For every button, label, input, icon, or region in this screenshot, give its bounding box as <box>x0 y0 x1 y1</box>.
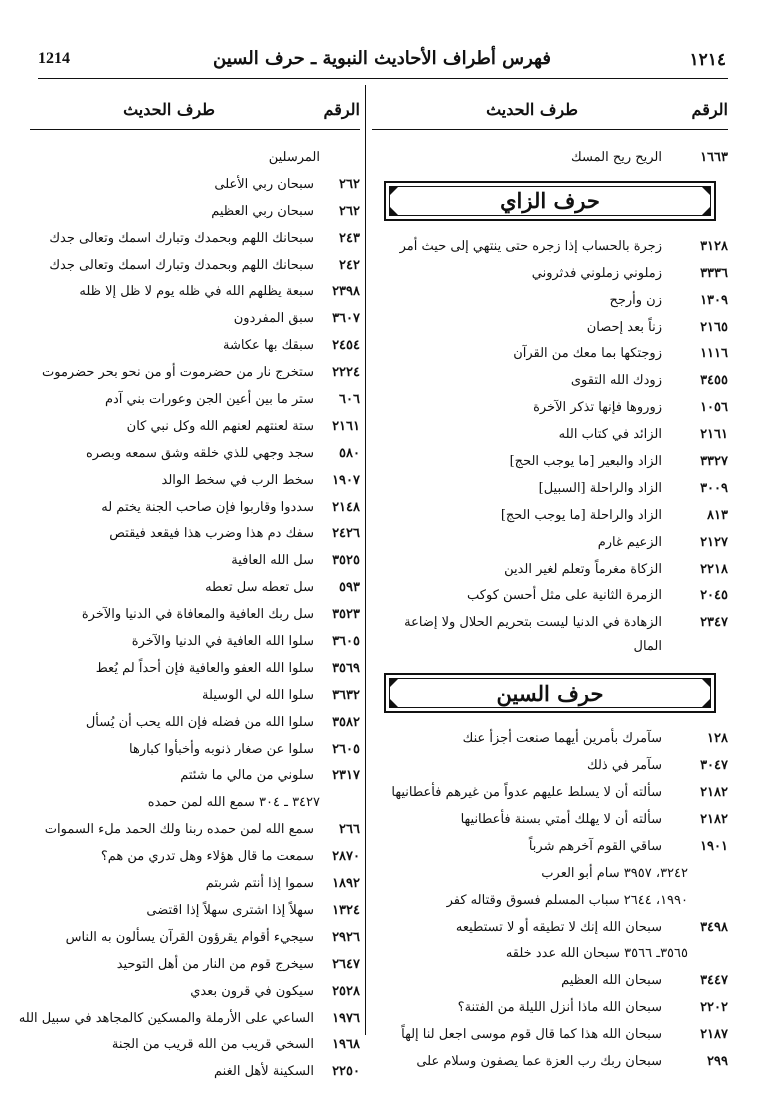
zay-entries <box>372 235 728 665</box>
column-head-rule <box>30 129 360 130</box>
hadith-incipit: سبعة يظلهم الله في ظله يوم لا ظل إلا ظله <box>79 284 314 300</box>
hadith-incipit: سبحان ربي الأعلى <box>214 176 314 192</box>
hadith-incipit: ستخرج نار من حضرموت أو من نحو بحر حضرموت <box>41 365 314 381</box>
hadith-number: ٣٥٢٣ <box>332 607 360 623</box>
hadith-incipit: الريح ريح المسك <box>571 150 662 165</box>
section-heading-zay <box>384 181 716 221</box>
hadith-number: ٣٥٦٩ <box>332 660 360 676</box>
hadith-number: ٢١٨٢ <box>700 812 728 828</box>
index-entry <box>38 1060 360 1087</box>
hadith-incipit: سلوا الله من فضله فإن الله يحب أن يُسأل <box>85 714 314 730</box>
hadith-number: ٢٣٤٧ <box>700 615 728 631</box>
hadith-incipit: الساعي على الأرملة والمسكين كالمجاهد في سبيل الله <box>18 1010 314 1026</box>
hadith-incipit: سبق المفردون <box>233 311 314 327</box>
hadith-number: ٣٠٠٩ <box>700 480 728 496</box>
index-entry <box>372 1050 728 1077</box>
hadith-incipit: سبقك بها عكاشة <box>223 338 314 354</box>
index-entry <box>372 942 728 969</box>
hadith-number: ١٨٩٢ <box>332 876 360 892</box>
index-entry <box>38 953 360 980</box>
hadith-incipit: سمع الله لمن حمده ربنا ولك الحمد ملء السموات <box>44 822 314 838</box>
hadith-number: ٢٢١٨ <box>700 561 728 577</box>
hadith-number: ٣٥٨٢ <box>332 714 360 730</box>
hadith-number: ٢٥٢٨ <box>332 983 360 999</box>
hadith-number: ٥٨٠ <box>339 445 360 461</box>
hadith-number: ٨١٣ <box>707 507 728 523</box>
index-entry <box>38 872 360 899</box>
corner-ornament-icon <box>702 699 710 707</box>
hadith-incipit: سلوا عن صغار ذنوبه وأخبأوا كبارها <box>129 741 314 757</box>
index-entry <box>38 549 360 576</box>
corner-ornament-icon <box>390 679 398 687</box>
index-entry <box>372 969 728 996</box>
index-entry <box>38 227 360 254</box>
hadith-number: ٢٦٦ <box>339 822 360 838</box>
hadith-incipit: سلوا الله لي الوسيلة <box>202 687 314 703</box>
hadith-number: ٢٨٧٠ <box>332 849 360 865</box>
hadith-incipit: ستر ما بين أعين الجن وعورات بني آدم <box>104 392 314 408</box>
index-entry <box>38 200 360 227</box>
index-entry <box>372 835 728 862</box>
page-number-arabic: ١٢١٤ <box>689 50 726 70</box>
index-entry <box>38 469 360 496</box>
hadith-incipit: سمعت ما قال هؤلاء وهل تدري من هم؟ <box>100 849 314 865</box>
index-entry <box>372 289 728 316</box>
index-entry <box>372 611 728 665</box>
index-entry <box>372 781 728 808</box>
index-entry <box>38 388 360 415</box>
hadith-number: ٢١٤٨ <box>332 499 360 515</box>
hadith-number: ٢٦٠٥ <box>332 741 360 757</box>
hadith-number: ٣٦٠٧ <box>332 311 360 327</box>
hadith-number: ٢٢٥٠ <box>332 1064 360 1080</box>
left-column <box>18 85 360 1087</box>
right-column-header <box>372 85 728 129</box>
hadith-number: ١٣٢٤ <box>332 902 360 918</box>
hadith-number: ٢٢٠٢ <box>700 1000 728 1016</box>
index-entry <box>372 342 728 369</box>
index-entry <box>38 173 360 200</box>
hadith-number: ٢٤٣ <box>339 230 360 246</box>
hadith-number: ٢٤٢ <box>339 257 360 273</box>
hadith-incipit: سبحان الله إنك لا تطيقه أو لا تستطيعه <box>455 919 662 935</box>
hadith-number: ٢٩٩ <box>707 1054 728 1070</box>
hadith-number: ٢١٦١ <box>332 418 360 434</box>
header-rule <box>38 78 728 79</box>
hadith-incipit: السكينة لأهل الغنم <box>214 1064 314 1080</box>
hadith-incipit: سددوا وقاربوا فإن صاحب الجنة يختم له <box>101 499 314 515</box>
index-entry <box>372 396 728 423</box>
hadith-number: ٢٢٢٤ <box>332 365 360 381</box>
hadith-number: ٢٦٢ <box>339 203 360 219</box>
left-entries <box>18 146 360 1087</box>
hadith-number: ٢٦٤٧ <box>332 956 360 972</box>
corner-ornament-icon <box>702 207 710 215</box>
index-entry <box>38 711 360 738</box>
hadith-number: ١٩٠١ <box>700 838 728 854</box>
index-entry <box>372 1023 728 1050</box>
hadith-incipit: الزعيم غارم <box>597 534 662 550</box>
corner-ornament-icon <box>390 699 398 707</box>
hadith-number: ١٢٨ <box>707 731 728 747</box>
hadith-number: ٢١٦١ <box>700 427 728 443</box>
hadith-incipit: سموا إذا أنتم شربتم <box>205 876 314 892</box>
index-entry <box>38 980 360 1007</box>
column-head-text: طرف الحديث <box>486 100 578 119</box>
corner-ornament-icon <box>702 679 710 687</box>
hadith-number: ٣٦٠٥ <box>332 634 360 650</box>
index-entry <box>372 450 728 477</box>
hadith-incipit: ٣٢٤٢، ٣٩٥٧ سام أبو العرب <box>541 865 688 881</box>
hadith-incipit: الزائد في كتاب الله <box>558 427 662 443</box>
index-entry <box>38 899 360 926</box>
column-head-rule <box>372 129 728 130</box>
index-entry <box>38 684 360 711</box>
index-entry <box>38 361 360 388</box>
index-entry <box>372 369 728 396</box>
index-entry <box>18 1007 360 1034</box>
hadith-incipit: زوجتكها بما معك من القرآن <box>513 346 662 362</box>
column-head-number: الرقم <box>691 100 728 119</box>
hadith-incipit: سألته أن لا يسلط عليهم عدواً من غيرهم فأعطانيها <box>391 785 662 801</box>
column-head-number: الرقم <box>323 100 360 119</box>
index-entry <box>372 889 728 916</box>
hadith-number: ٣٦٣٢ <box>332 687 360 703</box>
index-entry <box>38 630 360 657</box>
hadith-incipit: سألته أن لا يهلك أمتي بسنة فأعطانيها <box>460 812 662 828</box>
hadith-number: ٢٠٤٥ <box>700 588 728 604</box>
index-entry <box>372 916 728 943</box>
section-heading-text: حرف السين <box>496 680 604 706</box>
hadith-incipit: السخي قريب من الله قريب من الجنة <box>111 1037 314 1053</box>
index-entry <box>372 862 728 889</box>
page-number-latin: 1214 <box>38 50 70 67</box>
index-entry <box>38 603 360 630</box>
sin-entries <box>372 727 728 1077</box>
hadith-incipit: سبحانك اللهم وبحمدك وتبارك اسمك وتعالى جدك <box>49 230 314 246</box>
hadith-incipit: سيكون في قرون بعدي <box>190 983 314 999</box>
index-entry <box>38 496 360 523</box>
hadith-incipit: المرسلين <box>268 150 320 165</box>
index-entry <box>372 146 728 173</box>
index-entry <box>372 235 728 262</box>
hadith-incipit: الزهادة في الدنيا ليست بتحريم الحلال ولا إضاعة المال <box>404 615 662 655</box>
corner-ornament-icon <box>390 207 398 215</box>
index-entry <box>38 522 360 549</box>
hadith-incipit: ستة لعنتهم لعنهم الله وكل نبي كان <box>126 418 314 434</box>
hadith-number: ٣٤٥٥ <box>700 373 728 389</box>
index-entry <box>38 415 360 442</box>
column-separator <box>365 85 366 1035</box>
hadith-incipit: سلوني من مالي ما شئتم <box>180 768 314 784</box>
hadith-number: ٣١٢٨ <box>700 238 728 254</box>
hadith-number: ٢١٨٧ <box>700 1027 728 1043</box>
hadith-incipit: ١٩٩٠، ٢٦٤٤ سباب المسلم فسوق وقتاله كفر <box>446 892 688 908</box>
hadith-incipit: سل الله العافية <box>231 553 314 569</box>
index-entry <box>38 764 360 791</box>
hadith-incipit: سبحانك اللهم وبحمدك وتبارك اسمك وتعالى جدك <box>49 257 314 273</box>
index-entry <box>38 791 360 818</box>
index-entry <box>372 423 728 450</box>
hadith-incipit: سل ربك العافية والمعافاة في الدنيا والآخرة <box>81 607 314 623</box>
hadith-number: ٢٤٥٤ <box>332 338 360 354</box>
index-entry <box>38 146 360 173</box>
index-entry <box>372 316 728 343</box>
index-entry <box>372 727 728 754</box>
page-header <box>38 42 726 78</box>
hadith-number: ٣٣٢٧ <box>700 454 728 470</box>
hadith-incipit: زودك الله التقوى <box>570 373 662 389</box>
hadith-incipit: سبحان الله هذا كما قال قوم موسى اجعل لنا إلهاً <box>401 1027 662 1043</box>
index-entry <box>372 558 728 585</box>
hadith-incipit: سل تعطه سل تعطه <box>205 580 314 596</box>
hadith-incipit: سآمرك بأمرين أيهما صنعت أجزأ عنك <box>462 731 662 747</box>
index-entry <box>372 996 728 1023</box>
corner-ornament-icon <box>702 187 710 195</box>
hadith-incipit: سبحان ربي العظيم <box>211 203 314 219</box>
hadith-number: ١٦٦٣ <box>700 150 728 165</box>
hadith-incipit: سجد وجهي للذي خلقه وشق سمعه وبصره <box>85 445 314 461</box>
hadith-number: ٣٤٩٨ <box>700 919 728 935</box>
index-entry <box>38 1033 360 1060</box>
hadith-incipit: الزكاة مغرماً وتعلم لغير الدين <box>504 561 662 577</box>
hadith-number: ٢٣٩٨ <box>332 284 360 300</box>
hadith-number: ١١١٦ <box>700 346 728 362</box>
hadith-incipit: سيجيء أقوام يقرؤون القرآن يسألون به الناس <box>65 929 314 945</box>
index-entry <box>38 845 360 872</box>
hadith-number: ٢٣١٧ <box>332 768 360 784</box>
index-entry <box>372 504 728 531</box>
section-heading-sin <box>384 673 716 713</box>
index-entry <box>38 280 360 307</box>
hadith-number: ٣٥٢٥ <box>332 553 360 569</box>
index-entry <box>38 442 360 469</box>
hadith-number: ١٠٥٦ <box>700 400 728 416</box>
hadith-incipit: سيخرج قوم من النار من أهل التوحيد <box>116 956 314 972</box>
index-entry <box>372 754 728 781</box>
hadith-number: ١٩٧٦ <box>332 1010 360 1026</box>
index-entry <box>38 254 360 281</box>
hadith-incipit: سلوا الله العفو والعافية فإن أحداً لم يُعط <box>95 660 314 676</box>
index-entry <box>372 262 728 289</box>
hadith-incipit: سبحان الله ماذا أنزل الليلة من الفتنة؟ <box>457 1000 662 1016</box>
hadith-incipit: الزمرة الثانية على مثل أحسن كوكب <box>467 588 662 604</box>
hadith-number: ٣٣٣٦ <box>700 265 728 281</box>
hadith-number: ١٩٠٧ <box>332 472 360 488</box>
column-head-text: طرف الحديث <box>123 100 215 119</box>
hadith-incipit: الزاد والراحلة [ما يوجب الحج] <box>500 507 662 523</box>
left-column-header <box>38 85 360 129</box>
hadith-number: ٥٩٣ <box>339 580 360 596</box>
index-entry <box>38 334 360 361</box>
index-entry <box>372 531 728 558</box>
hadith-incipit: سلوا الله العافية في الدنيا والآخرة <box>131 634 314 650</box>
page-title: فهرس أطراف الأحاديث النبوية ـ حرف السين <box>213 48 551 69</box>
hadith-incipit: زوروها فإنها تذكر الآخرة <box>533 400 662 416</box>
hadith-number: ٢٦٢ <box>339 176 360 192</box>
hadith-number: ٦٠٦ <box>339 392 360 408</box>
index-entry <box>38 576 360 603</box>
index-entry <box>38 926 360 953</box>
hadith-incipit: سهلاً إذا اشترى سهلاً إذا اقتضى <box>146 902 314 918</box>
hadith-incipit: زناً بعد إحصان <box>586 319 662 335</box>
hadith-incipit: زن وأرجح <box>609 292 662 308</box>
index-entry <box>38 657 360 684</box>
hadith-number: ٢١٢٧ <box>700 534 728 550</box>
hadith-number: ٢١٨٢ <box>700 785 728 801</box>
index-entry <box>38 738 360 765</box>
hadith-incipit: ٣٤٢٧ ـ ٣٠٤ سمع الله لمن حمده <box>147 795 320 811</box>
hadith-number: ١٣٠٩ <box>700 292 728 308</box>
hadith-incipit: سخط الرب في سخط الوالد <box>161 472 314 488</box>
hadith-incipit: سآمر في ذلك <box>586 758 662 774</box>
hadith-number: ٢١٦٥ <box>700 319 728 335</box>
hadith-incipit: سبحان ربك رب العزة عما يصفون وسلام على <box>416 1054 662 1070</box>
hadith-incipit: زجرة بالحساب إذا زجره حتى ينتهي إلى حيث أمر <box>399 238 662 254</box>
corner-ornament-icon <box>390 187 398 195</box>
section-heading-text: حرف الزاي <box>500 188 600 214</box>
hadith-incipit: الزاد والبعير [ما يوجب الحج] <box>509 454 662 470</box>
hadith-number: ٢٩٢٦ <box>332 929 360 945</box>
index-entry <box>38 818 360 845</box>
hadith-incipit: سبحان الله العظيم <box>561 973 662 989</box>
index-entry <box>372 584 728 611</box>
hadith-number: ٣٠٤٧ <box>700 758 728 774</box>
hadith-incipit: زملوني زملوني فدثروني <box>531 265 662 281</box>
index-entry <box>372 477 728 504</box>
hadith-incipit: الزاد والراحلة [السبيل] <box>538 480 662 496</box>
hadith-number: ١٩٦٨ <box>332 1037 360 1053</box>
hadith-incipit: ساقي القوم آخرهم شرباً <box>528 838 662 854</box>
hadith-number: ٢٤٢٦ <box>332 526 360 542</box>
index-entry <box>38 307 360 334</box>
index-entry <box>372 808 728 835</box>
hadith-incipit: ٣٥٦٥ـ ٣٥٦٦ سبحان الله عدد خلقه <box>505 946 688 962</box>
right-top-list <box>372 146 728 173</box>
hadith-number: ٣٤٤٧ <box>700 973 728 989</box>
hadith-incipit: سفك دم هذا وضرب هذا فيقعد فيقتص <box>109 526 314 542</box>
right-column <box>372 85 728 1077</box>
